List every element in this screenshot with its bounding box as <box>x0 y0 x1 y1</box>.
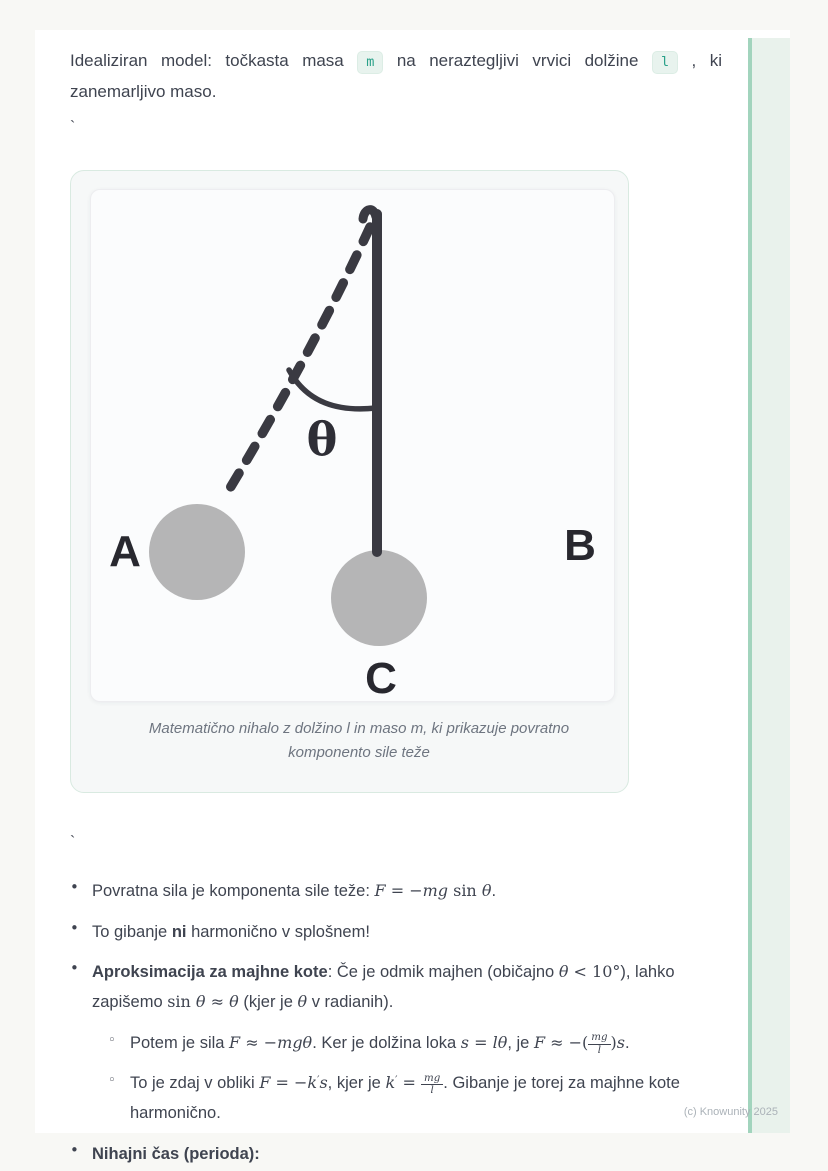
list-item-text <box>130 1029 630 1059</box>
math-var: F <box>374 880 386 900</box>
pendulum-string-dashed <box>224 227 370 498</box>
sublist-item-hooke-form <box>108 1069 722 1128</box>
angle-arc <box>289 370 376 409</box>
math-op: ) <box>610 1032 617 1052</box>
text-segment: To gibanje <box>92 922 172 941</box>
math-var: k <box>385 1073 396 1093</box>
math-var: s <box>319 1073 328 1093</box>
fraction-denominator: l <box>597 1044 602 1056</box>
math-fn: sin <box>167 991 196 1011</box>
list-item-text <box>92 958 692 1017</box>
text-segment: . <box>624 1033 630 1052</box>
math-prime: ′ <box>317 1075 320 1087</box>
document-page <box>35 30 790 1163</box>
fraction-numerator: mg <box>588 1032 610 1045</box>
text-segment: . <box>491 881 497 900</box>
math-var: θ <box>195 991 206 1011</box>
text-segment: Potem je sila <box>130 1033 230 1052</box>
math-op: ≈ <box>205 991 230 1011</box>
theta-label: θ <box>306 411 338 466</box>
text-emphasis: Nihajni čas (perioda): <box>92 1144 260 1163</box>
position-label-b: B <box>564 520 596 570</box>
figure-card <box>70 170 629 793</box>
pendulum-ball-c <box>331 550 427 646</box>
math-var: θ <box>481 880 492 900</box>
bullet-list <box>70 877 722 1170</box>
bullet-icon <box>70 1140 82 1170</box>
pendulum-rod-hook <box>363 210 376 219</box>
text-segment: (kjer je <box>238 992 298 1011</box>
math-fraction <box>421 1073 443 1098</box>
position-label-a: A <box>109 526 141 576</box>
math-op: ≈ − <box>240 1032 278 1052</box>
sublist-item-arc-length <box>108 1029 722 1059</box>
list-item-text <box>130 1069 722 1128</box>
text-segment: To je zdaj v obliki <box>130 1074 260 1093</box>
fraction-denominator: l <box>430 1085 434 1097</box>
math-var: mg <box>422 880 449 900</box>
text-segment: . Gibanje je torej za majhne kote harmonično. <box>130 1074 680 1122</box>
math-op: = <box>397 1073 422 1093</box>
text-emphasis: ni <box>171 922 187 941</box>
math-var: θ <box>229 991 239 1011</box>
circle-bullet-icon <box>108 1029 120 1059</box>
inline-code-l: l <box>652 51 678 74</box>
math-fraction <box>588 1032 610 1057</box>
list-item-small-angle <box>70 958 722 1017</box>
math-var: s <box>616 1032 625 1052</box>
math-var: mgθ <box>277 1032 313 1052</box>
text-segment: . Ker je dolžina loka <box>312 1033 461 1052</box>
text-segment: Povratna sila je komponenta sile teže: <box>92 881 375 900</box>
math-var: lθ <box>492 1032 508 1052</box>
copyright-note: (c) Knowunity 2025 <box>683 1106 778 1118</box>
math-var: k <box>307 1073 318 1093</box>
intro-text-3: , ki zanemarljivo maso. <box>70 51 722 102</box>
text-segment: v radianih). <box>307 992 394 1011</box>
pendulum-diagram <box>91 190 614 701</box>
circle-bullet-icon <box>108 1069 120 1128</box>
math-fn: sin <box>448 880 482 900</box>
list-item-not-harmonic <box>70 918 722 948</box>
math-op: = − <box>270 1073 308 1093</box>
text-segment: , kjer je <box>327 1074 386 1093</box>
intro-text-1: Idealiziran model: točkasta masa <box>70 51 358 70</box>
math-var: θ <box>558 962 569 982</box>
math-var: F <box>533 1032 546 1052</box>
text-segment: harmonično v splošnem! <box>186 922 370 941</box>
page-content <box>35 30 790 1169</box>
list-item-text <box>92 1140 260 1170</box>
stray-backtick-2: ` <box>70 833 76 851</box>
text-segment: : Če je odmik majhen (običajno <box>327 963 559 982</box>
math-op: = <box>469 1032 493 1052</box>
text-segment: , je <box>507 1033 534 1052</box>
pendulum-ball-a <box>149 504 245 600</box>
inline-code-m: m <box>357 51 383 74</box>
math-op: = − <box>385 880 423 900</box>
list-item-text <box>92 877 496 907</box>
stray-backtick-1: ` <box>70 118 76 136</box>
list-item-restoring-force <box>70 877 722 907</box>
math-prime: ′ <box>395 1075 398 1087</box>
fraction-numerator: mg <box>421 1073 443 1086</box>
math-var: θ <box>297 991 308 1011</box>
intro-text-2: na neraztegljivi vrvici dolžine <box>383 51 652 70</box>
math-var: F <box>229 1032 241 1052</box>
bullet-icon <box>70 958 82 1017</box>
list-item-period <box>70 1140 722 1170</box>
math-op: < 10° <box>568 962 621 982</box>
pendulum-figure-panel <box>90 189 615 702</box>
intro-paragraph <box>70 45 722 108</box>
text-segment: ), lahko zapišemo <box>92 963 675 1011</box>
figure-caption: Matematično nihalo z dolžino l in maso m, ki prikazuje povratno komponento sile teže <box>148 719 570 761</box>
math-var: F <box>259 1073 271 1093</box>
math-op: ≈ −( <box>545 1032 589 1052</box>
math-var: s <box>460 1032 469 1052</box>
list-item-text <box>92 918 370 948</box>
bullet-icon <box>70 877 82 907</box>
text-emphasis: Aproksimacija za majhne kote <box>92 963 328 982</box>
bullet-icon <box>70 918 82 948</box>
position-label-c: C <box>365 653 397 701</box>
